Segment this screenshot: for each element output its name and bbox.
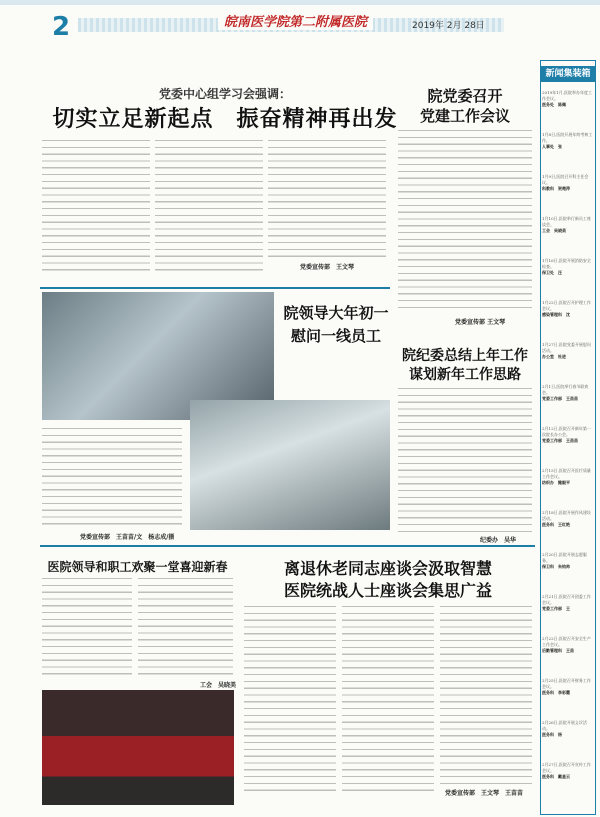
sidebar-news-text: 2月26日,医院开展义诊活动。 bbox=[542, 720, 587, 731]
article1-headline: 切实立足新起点 振奋精神再出发 bbox=[52, 106, 398, 132]
sidebar-news-byline: 后勤管理科 王苗 bbox=[542, 648, 574, 653]
sidebar-news-byline: 办公室 杜进 bbox=[542, 354, 566, 359]
sidebar-news-item bbox=[542, 678, 594, 718]
article6-column-2 bbox=[342, 606, 434, 796]
article5-headline: 医院领导和职工欢聚一堂喜迎新春 bbox=[47, 560, 228, 574]
photo-new-year-gathering bbox=[42, 690, 234, 805]
sidebar-news-item bbox=[542, 636, 594, 676]
sidebar-news-item bbox=[542, 762, 594, 802]
sidebar-news-text: 1月16日,医院开展消防安全检查。 bbox=[542, 258, 591, 269]
article4-headline-2: 谋划新年工作思路 bbox=[409, 367, 521, 383]
sidebar-news-item bbox=[542, 384, 594, 424]
sidebar-news-text: 1月27日,医院党委开展慰问活动。 bbox=[542, 342, 591, 353]
article6-byline: 党委宣传部 王文琴 王苗苗 bbox=[445, 790, 524, 797]
article2-body bbox=[398, 130, 532, 312]
article4-headline-1: 院纪委总结上年工作 bbox=[402, 348, 528, 364]
section-divider-2 bbox=[40, 545, 535, 547]
sidebar-news-text: 2月12日,医院召开新年第一次院长办公会。 bbox=[542, 426, 591, 437]
article4-body bbox=[398, 388, 532, 533]
section-divider bbox=[40, 287, 390, 289]
sidebar-news-text: 1月22日,医院召开护理工作会议。 bbox=[542, 300, 591, 311]
sidebar-news-text: 2019年1月,医院举办年度工作会议。 bbox=[542, 90, 592, 101]
sidebar-news-item bbox=[542, 342, 594, 382]
sidebar-news-item bbox=[542, 594, 594, 634]
sidebar-heading: 新闻集装箱 bbox=[540, 66, 596, 82]
issue-date: 2019年 2月 28日 bbox=[412, 21, 485, 31]
sidebar-news-text: 2月18日,医院开展作风建设活动。 bbox=[542, 510, 591, 521]
article3-headline-1: 院领导大年初一 bbox=[283, 304, 389, 322]
newspaper-title: 皖南医学院第二附属医院 bbox=[218, 11, 373, 30]
article4-byline: 纪委办 吴华 bbox=[480, 537, 517, 544]
article6-column-3 bbox=[440, 606, 532, 786]
sidebar-news-text: 2月27日,医院召开宣传工作会议。 bbox=[542, 762, 591, 773]
article1-column-2 bbox=[155, 140, 263, 275]
article6-headline-2: 医院统战人士座谈会集思广益 bbox=[283, 581, 492, 600]
sidebar-news-item bbox=[542, 90, 594, 130]
sidebar-news-byline: 感染管理科 沈 bbox=[542, 312, 574, 317]
sidebar-news-item bbox=[542, 174, 594, 214]
sidebar-news-byline: 医务科 王红艳 bbox=[542, 522, 570, 527]
page-number: 2 bbox=[52, 12, 71, 42]
article3-headline-2: 慰问一线员工 bbox=[290, 327, 381, 345]
article2-headline-2: 党建工作会议 bbox=[419, 107, 510, 125]
sidebar-news-item bbox=[542, 300, 594, 340]
sidebar-news-byline: 保卫科 朱钧帅 bbox=[542, 564, 570, 569]
article6-headline-1: 离退休老同志座谈会汲取智慧 bbox=[283, 559, 492, 578]
sidebar-news-byline: 党委工作部 王苗苗 bbox=[542, 396, 578, 401]
sidebar-news-text: 1月8日,医院开展年终考核工作。 bbox=[542, 132, 593, 143]
article1-column-3 bbox=[268, 140, 386, 260]
article1-column-1 bbox=[42, 140, 150, 275]
sidebar-news-byline: 党委工作部 王苗苗 bbox=[542, 438, 578, 443]
sidebar-news-item bbox=[542, 468, 594, 508]
sidebar-news-byline: 医务科 戴星云 bbox=[542, 774, 570, 779]
article5-column-2 bbox=[138, 578, 233, 676]
sidebar-news-text: 2月1日,医院举行春节联欢会。 bbox=[542, 384, 589, 395]
article6-column-1 bbox=[244, 606, 336, 796]
sidebar-news-item bbox=[542, 720, 594, 760]
article2-headline-1: 院党委召开 bbox=[427, 87, 503, 105]
sidebar-news-item bbox=[542, 258, 594, 298]
sidebar-news-item bbox=[542, 426, 594, 466]
sidebar-news-text: 2月22日,医院召开安全生产工作会议。 bbox=[542, 636, 591, 647]
sidebar-news-text: 1月9日,医院召开科主任会议。 bbox=[542, 174, 589, 185]
sidebar-news-item bbox=[542, 552, 594, 592]
sidebar-news-text: 2月21日,医院召开团委工作会议。 bbox=[542, 594, 591, 605]
article5-byline: 工会 吴晓美 bbox=[200, 682, 237, 689]
sidebar-news-byline: 工会 吴晓美 bbox=[542, 228, 566, 233]
sidebar-news-item bbox=[542, 216, 594, 256]
article5-column-1 bbox=[42, 578, 132, 676]
sidebar-news-item bbox=[542, 132, 594, 172]
article3-body bbox=[42, 428, 182, 528]
sidebar-news-byline: 保卫处 汪 bbox=[542, 270, 566, 275]
sidebar-news-byline: 医务科 杨 bbox=[542, 732, 566, 737]
article1-byline: 党委宣传部 王文琴 bbox=[300, 264, 355, 271]
sidebar-news-byline: 医务科 李彩霞 bbox=[542, 690, 570, 695]
sidebar-news-text: 1月10日,医院举行新员工座谈会。 bbox=[542, 216, 591, 227]
sidebar-news-text: 2月20日,医院开展志愿服务。 bbox=[542, 552, 587, 563]
article2-byline: 党委宣传部 王文琴 bbox=[455, 319, 506, 326]
article3-byline: 党委宣传部 王苗苗/文 杨志成/摄 bbox=[80, 534, 175, 541]
sidebar-news-byline: 纺织办 鲍毅平 bbox=[542, 480, 570, 485]
sidebar-news-text: 2月25日,医院召开财务工作会议。 bbox=[542, 678, 591, 689]
sidebar-news-byline: 科教科 贺菀萍 bbox=[542, 186, 570, 191]
top-band bbox=[0, 0, 600, 5]
photo-staff-greeting bbox=[190, 400, 390, 530]
sidebar-news-text: 2月15日,医院召开医疗质量工作会议。 bbox=[542, 468, 591, 479]
sidebar-news-byline: 医务处 陈佩 bbox=[542, 102, 566, 107]
article1-kicker: 党委中心组学习会强调： bbox=[158, 87, 291, 101]
sidebar-news-byline: 党委工作部 王 bbox=[542, 606, 574, 611]
sidebar-news-item bbox=[542, 510, 594, 550]
sidebar-news-byline: 人事处 张 bbox=[542, 144, 566, 149]
